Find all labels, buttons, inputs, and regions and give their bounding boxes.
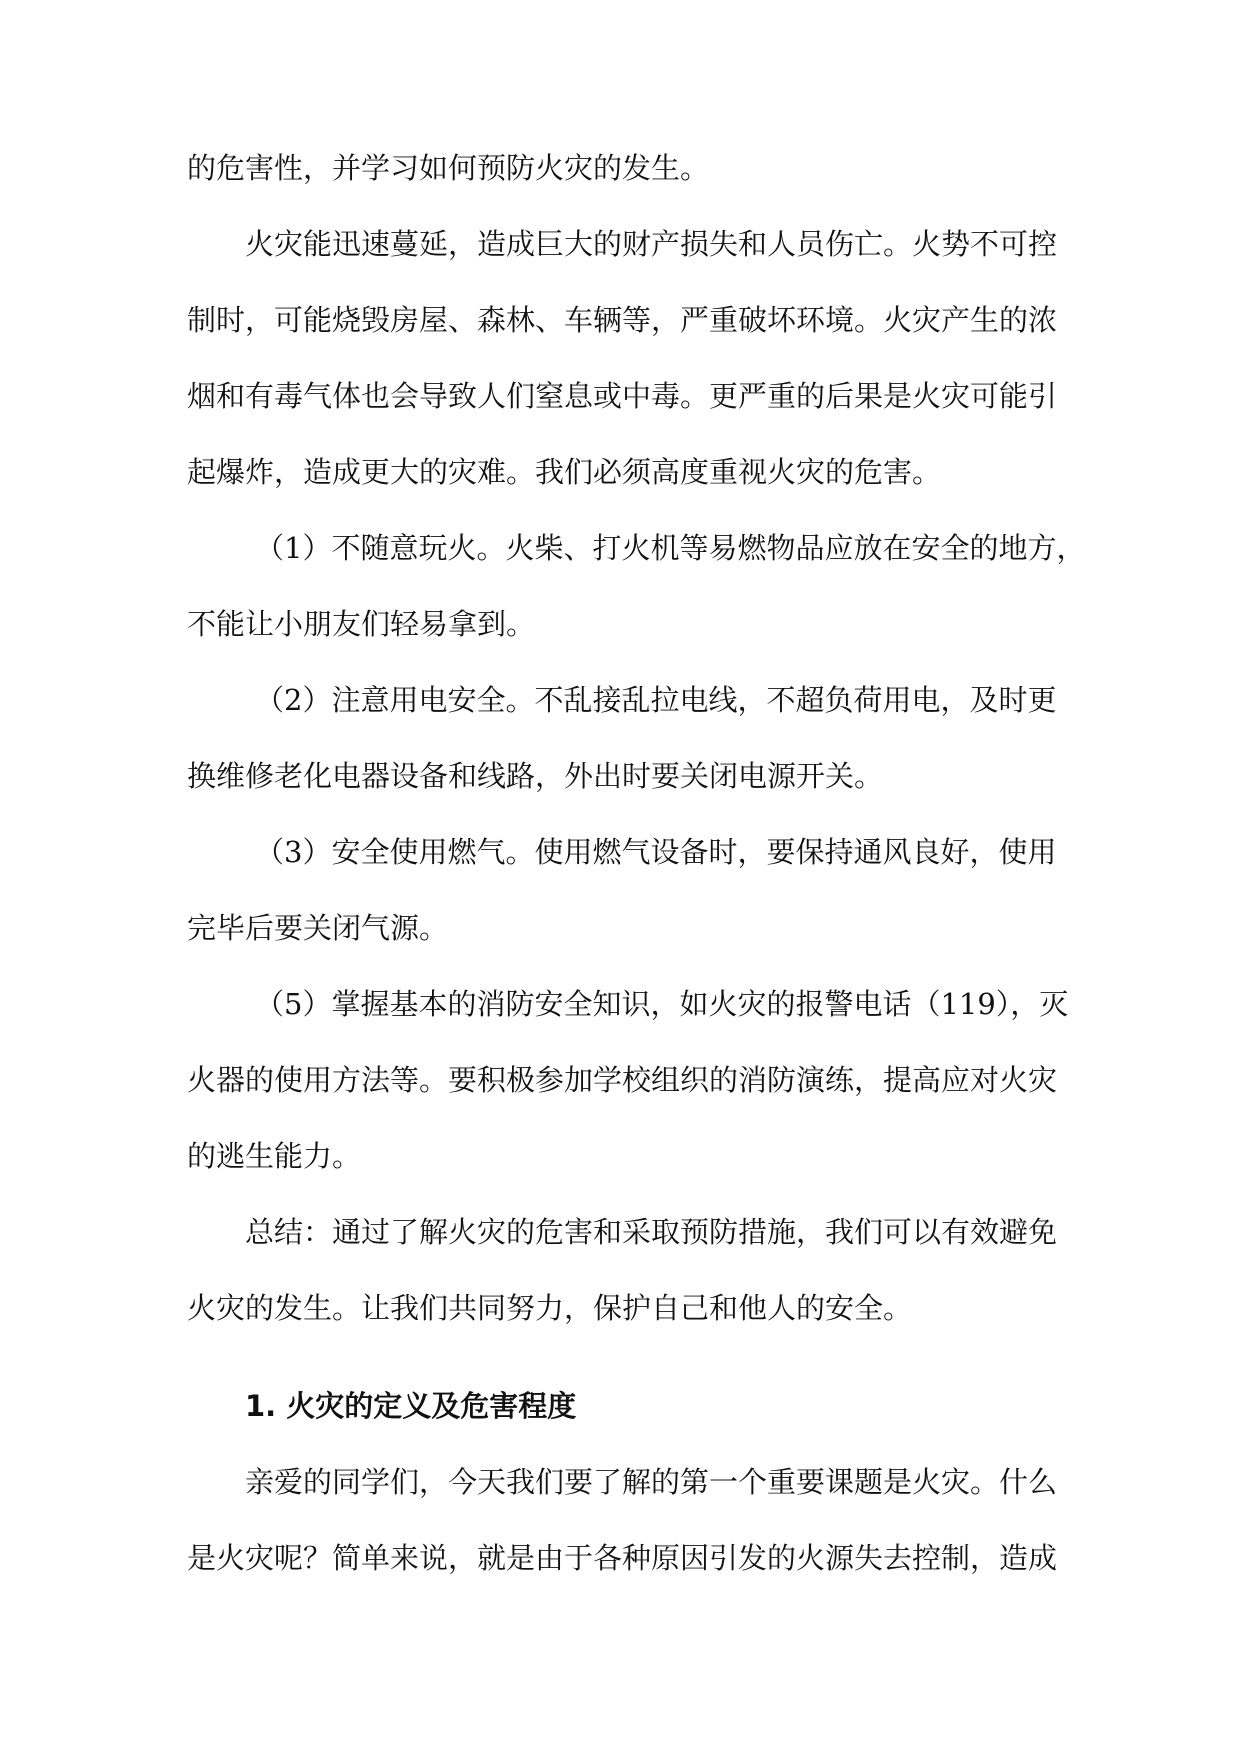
- paragraph-line: 烟和有毒气体也会导致人们窒息或中毒。更严重的后果是火灾可能引: [187, 379, 1058, 413]
- document-body: [187, 130, 1086, 1596]
- paragraph-line: 是火灾呢？简单来说，就是由于各种原因引发的火源失去控制，造成: [187, 1541, 1058, 1575]
- paragraph-line: 的危害性，并学习如何预防火灾的发生。: [187, 151, 710, 185]
- list-item-line: （5）掌握基本的消防安全知识，如火灾的报警电话（119），灭: [255, 987, 1069, 1021]
- list-item-line: 的逃生能力。: [187, 1139, 362, 1173]
- list-item-line: （2）注意用电安全。不乱接乱拉电线，不超负荷用电，及时更: [255, 683, 1057, 717]
- list-item-line: （1）不随意玩火。火柴、打火机等易燃物品应放在安全的地方，: [255, 531, 1086, 565]
- list-item-line: 火器的使用方法等。要积极参加学校组织的消防演练，提高应对火灾: [187, 1063, 1058, 1097]
- list-item-line: 完毕后要关闭气源。: [187, 911, 449, 945]
- list-item-line: （3）安全使用燃气。使用燃气设备时，要保持通风良好，使用: [255, 835, 1057, 869]
- list-item-line: 换维修老化电器设备和线路，外出时要关闭电源开关。: [187, 759, 884, 793]
- paragraph-line: 起爆炸，造成更大的灾难。我们必须高度重视火灾的危害。: [187, 455, 942, 489]
- section-heading: 1. 火灾的定义及危害程度: [245, 1389, 577, 1423]
- paragraph-line: 制时，可能烧毁房屋、森林、车辆等，严重破坏环境。火灾产生的浓: [187, 303, 1058, 337]
- paragraph-line: 亲爱的同学们，今天我们要了解的第一个重要课题是火灾。什么: [245, 1465, 1058, 1499]
- list-item-line: 不能让小朋友们轻易拿到。: [187, 607, 536, 641]
- paragraph-line: 火灾能迅速蔓延，造成巨大的财产损失和人员伤亡。火势不可控: [245, 227, 1058, 261]
- summary-line: 总结：通过了解火灾的危害和采取预防措施，我们可以有效避免: [245, 1215, 1058, 1249]
- summary-line: 火灾的发生。让我们共同努力，保护自己和他人的安全。: [187, 1291, 913, 1325]
